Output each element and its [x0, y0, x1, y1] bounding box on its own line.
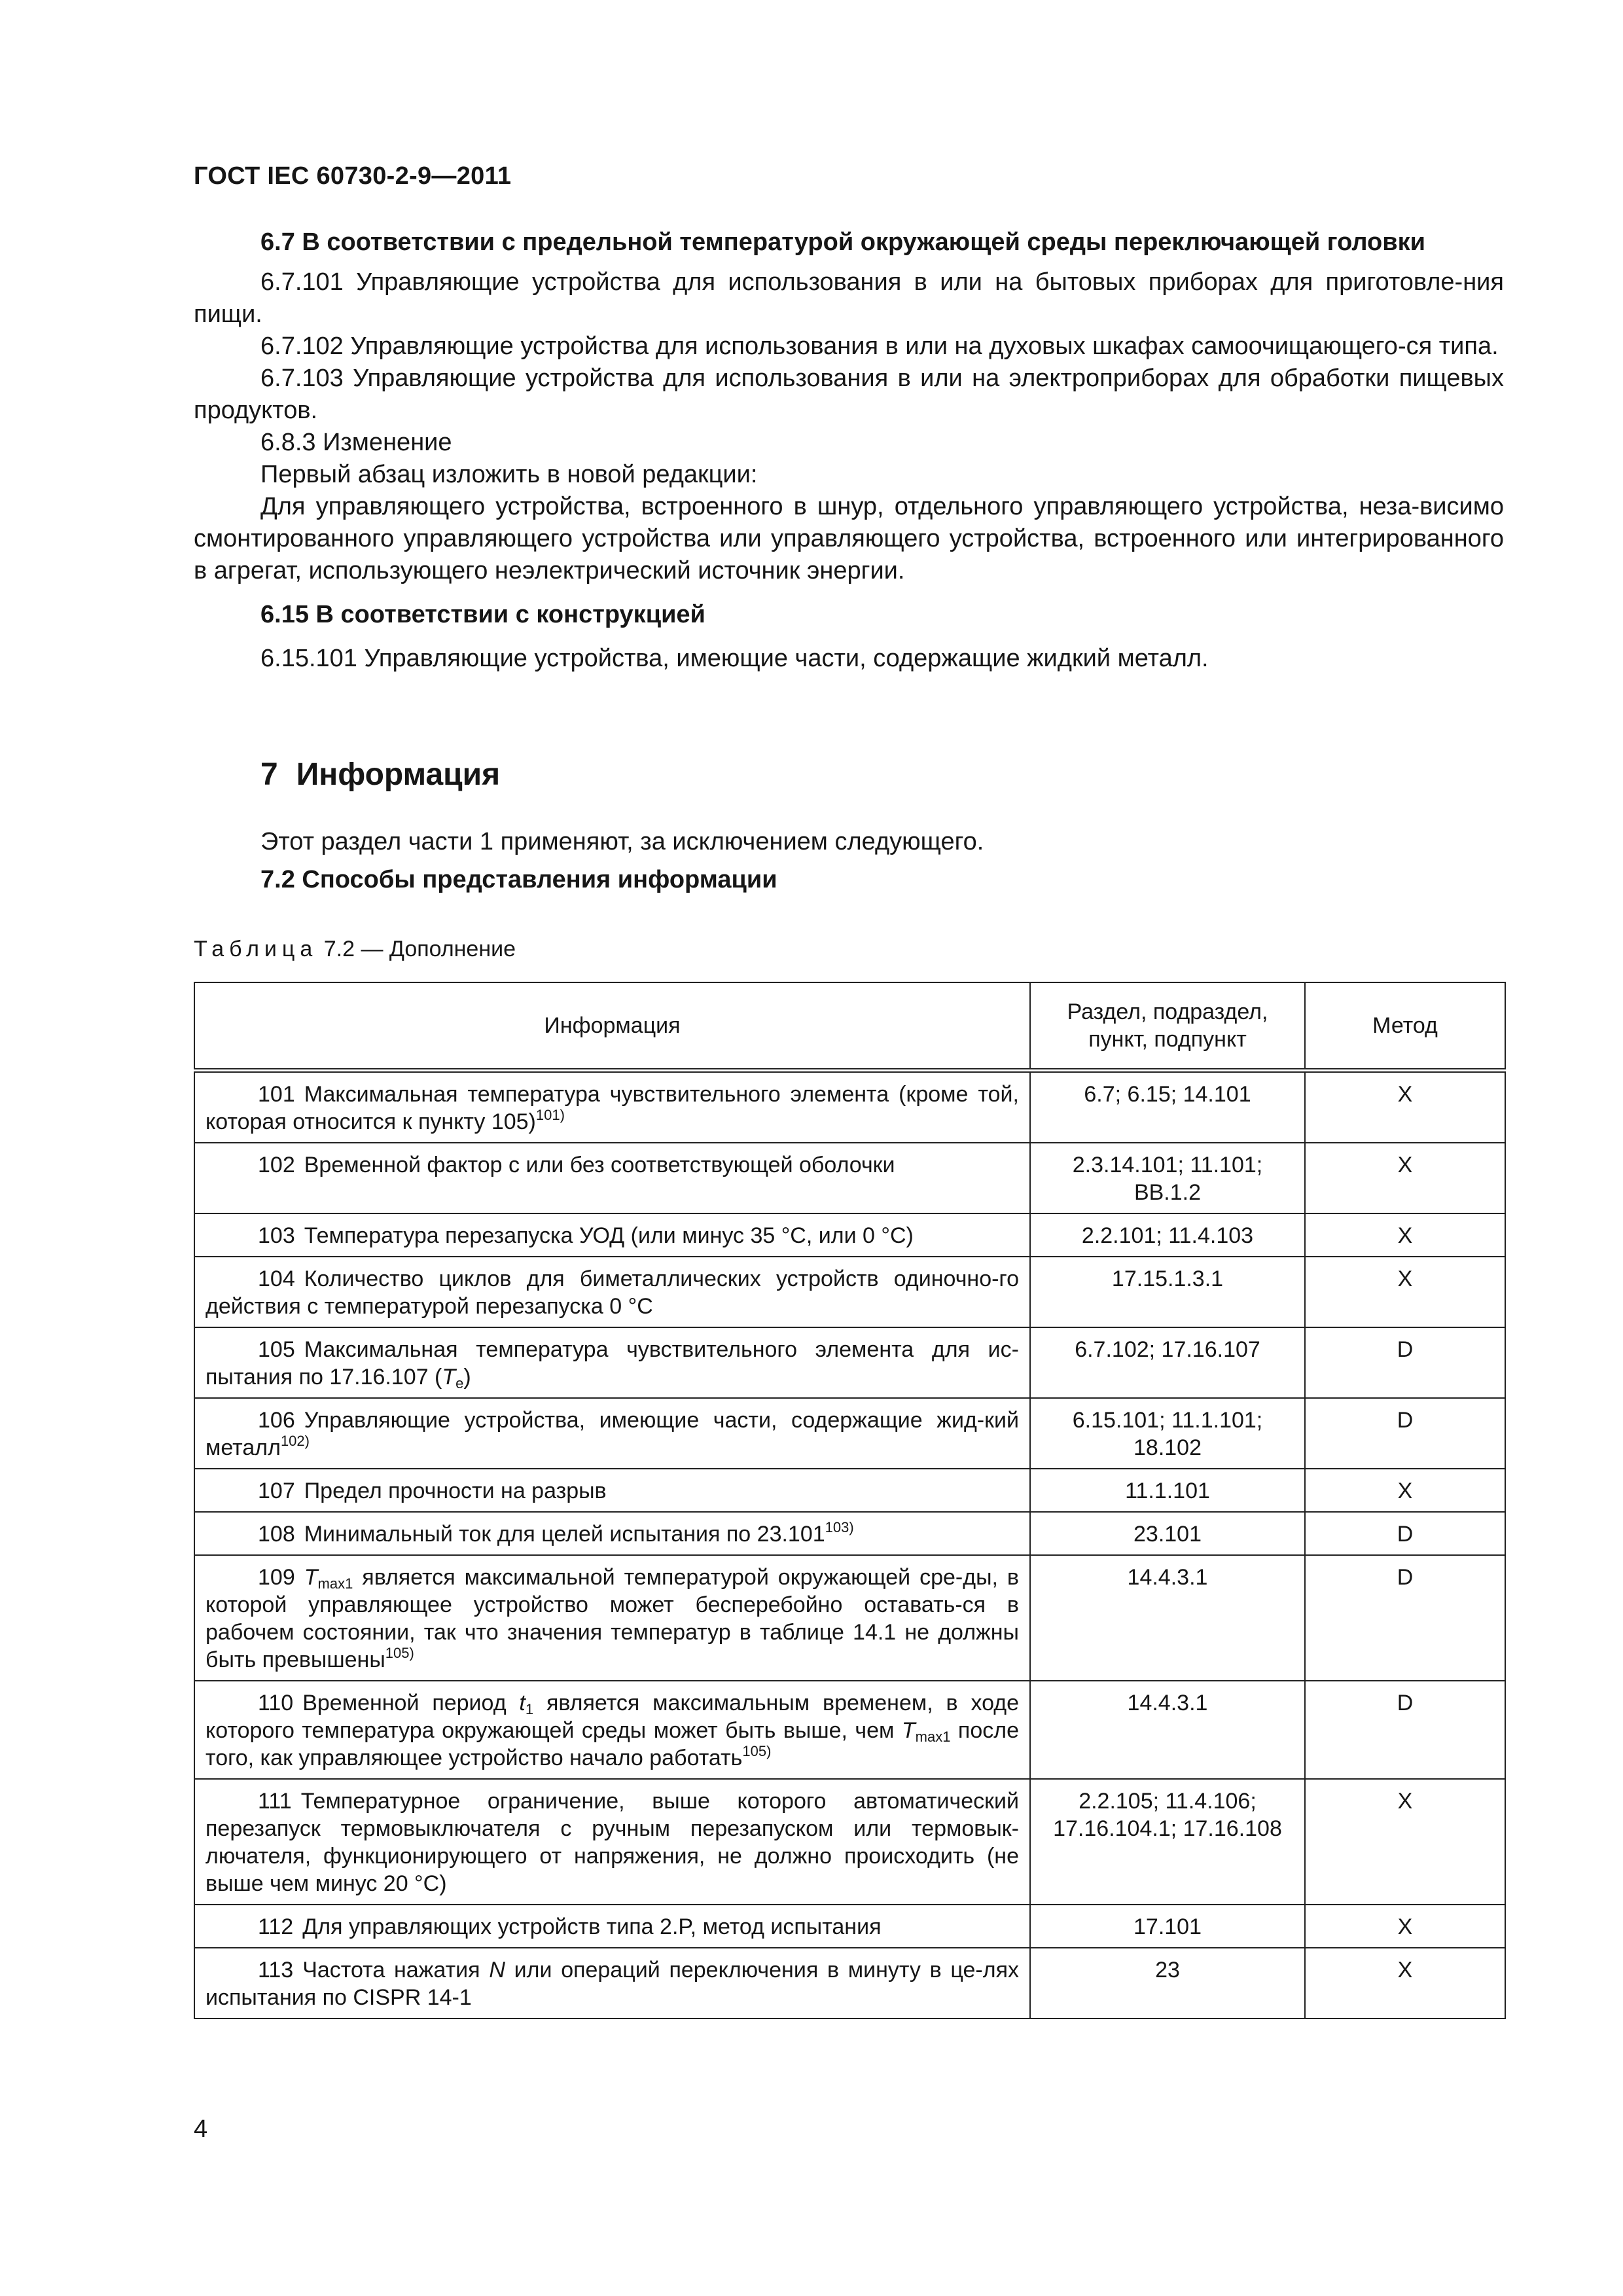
chapter-intro: Этот раздел части 1 применяют, за исключением следующего. — [260, 828, 984, 855]
row-text: Максимальная температура чувствительного элемента для ис-пытания по 17.16.107 ( — [205, 1337, 1019, 1390]
row-text-end: ) — [463, 1365, 471, 1390]
row-number: 107 — [258, 1479, 295, 1503]
row-info — [194, 1779, 1030, 1905]
row-method: D — [1305, 1681, 1505, 1779]
table-caption-word: Таблица — [194, 937, 318, 961]
symbol-subscript: max1 — [915, 1729, 951, 1745]
row-info — [194, 1398, 1030, 1469]
row-ref: 6.7.102; 17.16.107 — [1030, 1327, 1305, 1398]
row-method: X — [1305, 1469, 1505, 1512]
row-text: Предел прочности на разрыв — [304, 1479, 607, 1503]
information-table — [194, 982, 1506, 2019]
row-number: 112 — [258, 1914, 294, 1939]
row-ref: 6.7; 6.15; 14.101 — [1030, 1071, 1305, 1143]
row-number: 110 — [258, 1691, 294, 1715]
row-number: 101 — [258, 1082, 295, 1107]
table-row — [194, 1257, 1505, 1327]
row-info — [194, 1905, 1030, 1948]
row-info — [194, 1681, 1030, 1779]
paragraph-6-8-3-intro: Первый абзац изложить в новой редакции: — [260, 461, 758, 488]
paragraph-6-7-103: 6.7.103 Управляющие устройства для использования в или на электроприборах для обработки пищевых продуктов. — [194, 365, 1504, 424]
footnote-ref: 103) — [825, 1519, 854, 1535]
table-caption-text: 7.2 — Дополнение — [323, 937, 516, 961]
row-method: X — [1305, 1213, 1505, 1257]
paragraph-6-8-3-text: Для управляющего устройства, встроенного в шнур, отдельного управляющего устройства, неза-висимо смонтированного управляющего устройства или управляющего устройства, встроенного или интегрированного в агрегат, использующего неэлектрический источник энергии. — [194, 493, 1504, 584]
symbol: T — [304, 1565, 318, 1590]
row-number: 103 — [258, 1223, 295, 1248]
section-heading-6-15: 6.15 В соответствии с конструкцией — [260, 601, 705, 628]
row-text: Управляющие устройства, имеющие части, содержащие жид-кий металл — [205, 1408, 1019, 1460]
row-number: 105 — [258, 1337, 295, 1362]
row-method: D — [1305, 1398, 1505, 1469]
row-info — [194, 1143, 1030, 1213]
section-heading-7-2: 7.2 Способы представления информации — [260, 866, 777, 893]
row-ref: 17.101 — [1030, 1905, 1305, 1948]
row-text: Температурное ограничение, выше которого автоматический перезапуск термовыключателя с ручным перезапуском или термовык-лючателя, функционирующего от напряжения, не должно происходить (не выше чем минус 20 °С) — [205, 1789, 1019, 1896]
row-method: D — [1305, 1555, 1505, 1681]
table-row — [194, 1327, 1505, 1398]
table-row — [194, 1071, 1505, 1143]
row-method: X — [1305, 1143, 1505, 1213]
table-row — [194, 1398, 1505, 1469]
row-info — [194, 1213, 1030, 1257]
header-method: Метод — [1305, 982, 1505, 1071]
row-text: Максимальная температура чувствительного элемента (кроме той, которая относится к пункту 105) — [205, 1082, 1019, 1134]
paragraph-6-15-101: 6.15.101 Управляющие устройства, имеющие части, содержащие жидкий металл. — [260, 645, 1209, 672]
row-ref: 11.1.101 — [1030, 1469, 1305, 1512]
row-text: Частота нажатия — [302, 1958, 490, 1982]
footnote-ref: 105) — [385, 1645, 414, 1661]
page-number: 4 — [194, 2115, 208, 2143]
row-method: D — [1305, 1512, 1505, 1555]
row-method: D — [1305, 1327, 1505, 1398]
paragraph-6-7-102: 6.7.102 Управляющие устройства для использования в или на духовых шкафах самоочищающего-ся типа. — [260, 332, 1499, 360]
table-row — [194, 1555, 1505, 1681]
row-method: X — [1305, 1779, 1505, 1905]
row-info — [194, 1948, 1030, 2018]
table-row — [194, 1905, 1505, 1948]
row-ref: 23.101 — [1030, 1512, 1305, 1555]
row-info — [194, 1469, 1030, 1512]
table-row — [194, 1469, 1505, 1512]
section-heading-6-7: 6.7 В соответствии с предельной температурой окружающей среды переключающей головки — [260, 228, 1425, 256]
row-ref: 2.2.101; 11.4.103 — [1030, 1213, 1305, 1257]
table-caption — [194, 935, 516, 963]
row-ref: 2.3.14.101; 11.101; BB.1.2 — [1030, 1143, 1305, 1213]
row-text: Минимальный ток для целей испытания по 23.101 — [304, 1522, 825, 1547]
row-number: 106 — [258, 1408, 295, 1433]
row-ref: 17.15.1.3.1 — [1030, 1257, 1305, 1327]
table-row — [194, 1948, 1505, 2018]
paragraph-6-7-101: 6.7.101 Управляющие устройства для использования в или на бытовых приборах для приготовле-ния пищи. — [194, 268, 1504, 328]
row-info — [194, 1257, 1030, 1327]
row-ref: 14.4.3.1 — [1030, 1555, 1305, 1681]
row-text: Временной период — [302, 1691, 520, 1715]
row-number: 113 — [258, 1958, 294, 1982]
symbol-t: t — [519, 1691, 526, 1715]
symbol: T — [442, 1365, 456, 1390]
footnote-ref: 101) — [535, 1107, 565, 1123]
table-row — [194, 1512, 1505, 1555]
row-number: 108 — [258, 1522, 295, 1547]
row-info — [194, 1327, 1030, 1398]
chapter-title: Информация — [296, 757, 501, 792]
body-sections — [194, 226, 1504, 675]
row-method: X — [1305, 1948, 1505, 2018]
table-row — [194, 1213, 1505, 1257]
chapter-heading — [260, 757, 500, 793]
footnote-ref: 102) — [280, 1433, 310, 1449]
chapter-number: 7 — [260, 757, 278, 792]
row-info — [194, 1555, 1030, 1681]
row-text: является максимальной температурой окружающей сре-ды, в которой управляющее устройство может бесперебойно оставать-ся в рабочем состоянии, так что значения температур в таблице 14.1 не должны быть превышены — [205, 1565, 1019, 1672]
row-ref: 14.4.3.1 — [1030, 1681, 1305, 1779]
row-text: Временной фактор с или без соответствующей оболочки — [304, 1153, 895, 1177]
symbol: N — [489, 1958, 505, 1982]
table-row — [194, 1681, 1505, 1779]
symbol-subscript: e — [455, 1375, 464, 1391]
row-text-end: или операций переключения в минуту в це-лях испытания по CISPR 14-1 — [205, 1958, 1020, 2010]
row-ref: 6.15.101; 11.1.101; 18.102 — [1030, 1398, 1305, 1469]
row-number: 104 — [258, 1266, 295, 1291]
header-info: Информация — [194, 982, 1030, 1071]
symbol: T — [901, 1718, 916, 1743]
row-ref: 23 — [1030, 1948, 1305, 2018]
table-header-row — [194, 982, 1505, 1071]
symbol-subscript: max1 — [317, 1575, 353, 1592]
row-text-end: после того, как управляющее устройство начало работать — [205, 1718, 1020, 1770]
table-row — [194, 1143, 1505, 1213]
row-method: X — [1305, 1257, 1505, 1327]
row-number: 111 — [258, 1789, 292, 1814]
row-number: 102 — [258, 1153, 295, 1177]
row-text: Температура перезапуска УОД (или минус 35 °С, или 0 °С) — [304, 1223, 914, 1248]
paragraph-6-8-3-heading: 6.8.3 Изменение — [260, 429, 452, 456]
row-info — [194, 1512, 1030, 1555]
row-info — [194, 1071, 1030, 1143]
row-text-mid: является максимальным временем, в ходе которого температура окружающей среды может быть выше, чем — [205, 1691, 1020, 1743]
row-ref: 2.2.105; 11.4.106; 17.16.104.1; 17.16.108 — [1030, 1779, 1305, 1905]
footnote-ref: 105) — [742, 1743, 772, 1759]
document-header: ГОСТ IEC 60730-2-9—2011 — [194, 162, 512, 190]
row-number: 109 — [258, 1565, 295, 1590]
row-method: X — [1305, 1071, 1505, 1143]
table-row — [194, 1779, 1505, 1905]
row-text: Количество циклов для биметаллических устройств одиночно-го действия с температурой перезапуска 0 °С — [205, 1266, 1019, 1319]
row-method: X — [1305, 1905, 1505, 1948]
header-ref: Раздел, подраздел, пункт, подпункт — [1030, 982, 1305, 1071]
symbol-t-subscript: 1 — [525, 1701, 534, 1717]
row-text: Для управляющих устройств типа 2.P, метод испытания — [302, 1914, 882, 1939]
